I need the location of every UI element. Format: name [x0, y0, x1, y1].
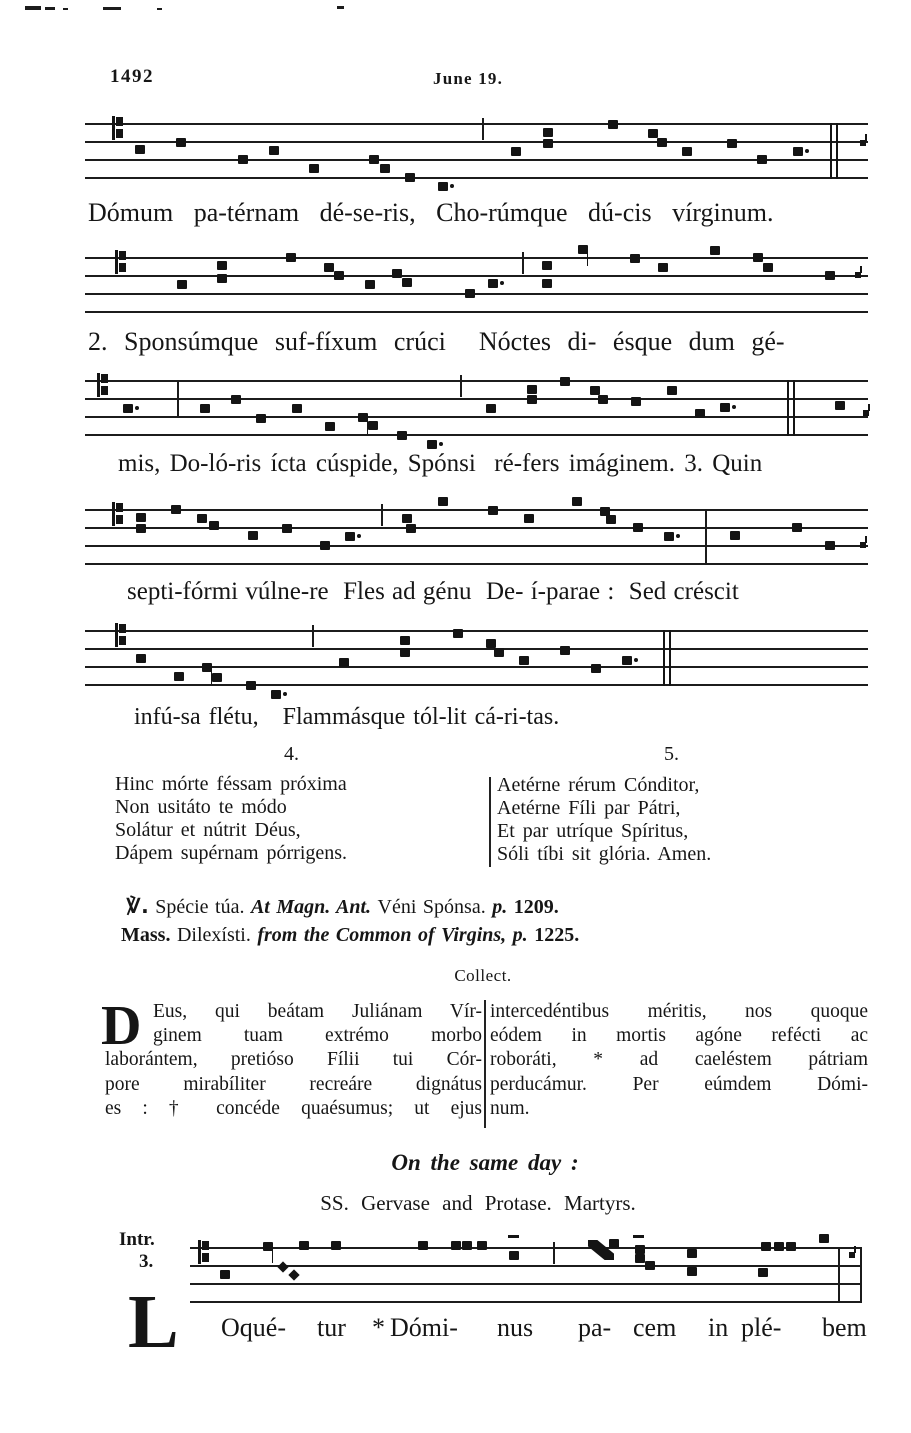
punctum-neume: [635, 1254, 645, 1263]
punctum-neume: [687, 1267, 697, 1276]
punctum-neume: [339, 658, 349, 667]
verse-4-number: 4.: [284, 743, 299, 765]
punctum-neume: [560, 646, 570, 655]
do-clef: [115, 623, 127, 647]
punctum-dot: [500, 281, 504, 285]
punctum-neume: [405, 173, 415, 182]
punctum-neume: [560, 377, 570, 386]
staff-line: [85, 398, 868, 400]
chant-staff-4: [85, 503, 868, 583]
punctum-neume: [135, 145, 145, 154]
punctum-neume: [633, 523, 643, 532]
virga-stem: [272, 1250, 274, 1263]
punctum-neume: [369, 155, 379, 164]
punctum-neume: [271, 690, 281, 699]
punctum-neume: [608, 120, 618, 129]
punctum-neume: [217, 261, 227, 270]
introit-lyric-word: in: [708, 1313, 729, 1342]
episema: [633, 1235, 644, 1238]
introit-lyric-line: [0, 1313, 911, 1347]
verse-line: Hinc mórte féssam próxima: [115, 773, 347, 795]
collect-line: intercedéntibus méritis, nos quoque: [490, 1001, 868, 1022]
punctum-neume: [658, 263, 668, 272]
punctum-neume: [212, 673, 222, 682]
punctum-neume: [392, 269, 402, 278]
double-bar: [663, 630, 671, 686]
punctum-neume: [631, 397, 641, 406]
punctum-neume: [136, 524, 146, 533]
punctum-neume: [177, 280, 187, 289]
custos-tail: [860, 266, 862, 273]
introit-lyric-word: nus: [497, 1313, 534, 1342]
punctum-neume: [825, 271, 835, 280]
page-reference: 1225.: [534, 924, 580, 946]
staff-line: [85, 563, 868, 565]
staff-line: [85, 684, 868, 686]
punctum-neume: [248, 531, 258, 540]
punctum-neume: [590, 386, 600, 395]
rubric-bold: Mass.: [121, 924, 177, 946]
introit-lyric-word: tur: [317, 1313, 346, 1342]
punctum-dot: [439, 442, 443, 446]
verse-line: Aetérne rérum Cónditor,: [497, 774, 700, 796]
introit-lyric-word: Dómi-: [390, 1313, 458, 1342]
episema: [508, 1235, 519, 1238]
running-head: June 19.: [433, 69, 504, 88]
verse-line: Sóli tíbi sit glória. Amen.: [497, 843, 712, 865]
introit-lyric-word: cem: [633, 1313, 677, 1342]
staff-line: [85, 177, 868, 179]
punctum-neume: [786, 1242, 796, 1251]
punctum-dot: [732, 405, 736, 409]
collect-heading: Collect.: [454, 966, 512, 985]
collect-line: Eus, qui beátam Juliánam Vír-: [153, 1001, 482, 1022]
custos-tail: [865, 134, 867, 141]
punctum-neume: [345, 532, 355, 541]
page-reference: 1209.: [513, 896, 559, 918]
collect-line: ginem tuam extrémo morbo: [153, 1025, 482, 1047]
punctum-neume: [543, 139, 553, 148]
punctum-neume: [572, 497, 582, 506]
chant-staff-3: [85, 374, 868, 454]
punctum-neume: [635, 1245, 645, 1254]
full-bar: [838, 1247, 840, 1303]
punctum-neume: [720, 403, 730, 412]
punctum-neume: [682, 147, 692, 156]
punctum-neume: [397, 431, 407, 440]
versicle-symbol: ℣.: [126, 894, 149, 918]
custos-tail: [865, 536, 867, 543]
punctum-neume: [324, 263, 334, 272]
punctum-neume: [622, 656, 632, 665]
rubric-italic: from the Common of Virgins, p.: [257, 924, 535, 946]
page-number: 1492: [110, 66, 154, 87]
punctum-neume: [299, 1241, 309, 1250]
collect-line: eódem in mortis agóne refécti ac: [490, 1025, 868, 1047]
custos-tail: [854, 1246, 856, 1253]
versicle-reference-line: [126, 894, 559, 919]
punctum-dot: [135, 406, 139, 410]
do-clef: [97, 373, 109, 397]
introit-lyric-word: pa-: [578, 1313, 612, 1342]
rubric-italic: p.: [492, 896, 514, 918]
punctum-neume: [402, 514, 412, 523]
staff-line: [85, 434, 868, 436]
rubric-italic: At Magn. Ant.: [250, 896, 378, 918]
staff-line: [85, 123, 868, 125]
rhombus-neume: [288, 1269, 299, 1280]
introit-lyric-word: bem: [822, 1313, 867, 1342]
punctum-neume: [406, 524, 416, 533]
punctum-neume: [200, 404, 210, 413]
punctum-neume: [630, 254, 640, 263]
scan-artifact: [63, 8, 68, 10]
introit-lyric-word: *: [372, 1313, 385, 1342]
verse-line: Non usitáto te módo: [115, 796, 287, 818]
punctum-neume: [519, 656, 529, 665]
punctum-neume: [543, 128, 553, 137]
punctum-neume: [174, 672, 184, 681]
chant-staff-2: [85, 251, 868, 331]
punctum-neume: [509, 1251, 519, 1260]
chant-staff-1: [85, 117, 868, 197]
punctum-neume: [648, 129, 658, 138]
staff-line: [85, 648, 868, 650]
double-bar: [830, 123, 838, 179]
quarter-bar: [312, 625, 314, 647]
rubric-text: Véni Spónsa.: [377, 896, 493, 918]
punctum-neume: [380, 164, 390, 173]
collect-left-column: [105, 1001, 482, 1122]
staff-line: [85, 416, 868, 418]
punctum-neume: [598, 395, 608, 404]
staff-line: [190, 1301, 862, 1303]
collect-line: perducámur. Per eúmdem Dómi-: [490, 1073, 868, 1095]
punctum-neume: [727, 139, 737, 148]
introit-lyric-word: plé-: [741, 1313, 782, 1342]
punctum-neume: [453, 629, 463, 638]
introit-drop-cap: L: [128, 1280, 179, 1364]
punctum-neume: [465, 289, 475, 298]
punctum-neume: [418, 1241, 428, 1250]
punctum-neume: [687, 1249, 697, 1258]
punctum-neume: [238, 155, 248, 164]
scan-artifact: [337, 6, 344, 9]
do-clef: [112, 116, 124, 140]
staff-line: [85, 257, 868, 259]
punctum-dot: [805, 149, 809, 153]
staff-line: [85, 509, 868, 511]
punctum-neume: [136, 654, 146, 663]
punctum-neume: [136, 513, 146, 522]
hymn-lyric-line-5: infú-sa flétu, Flammásque tól-lit cá-ri-tas.: [134, 704, 560, 730]
quarter-bar: [460, 375, 462, 397]
punctum-neume: [774, 1242, 784, 1251]
staff-line: [85, 380, 868, 382]
column-divider: [489, 777, 491, 867]
introit-lyric-word: Oqué-: [221, 1313, 286, 1342]
do-clef: [112, 502, 124, 526]
do-clef: [115, 250, 127, 274]
hymn-lyric-line-2: 2. Sponsúmque suf-fíxum crúci Nóctes di- ésque dum gé-: [88, 327, 785, 356]
quarter-bar: [522, 252, 524, 274]
punctum-neume: [542, 261, 552, 270]
punctum-neume: [527, 385, 537, 394]
staff-line: [190, 1283, 862, 1285]
punctum-neume: [488, 506, 498, 515]
punctum-dot: [634, 658, 638, 662]
collect-line: pore mirabíliter recreáre dignátus: [105, 1073, 482, 1095]
punctum-neume: [730, 531, 740, 540]
punctum-neume: [171, 505, 181, 514]
punctum-neume: [282, 524, 292, 533]
staff-line: [190, 1265, 862, 1267]
punctum-neume: [825, 541, 835, 550]
punctum-neume: [220, 1270, 230, 1279]
punctum-neume: [368, 421, 378, 430]
punctum-neume: [486, 639, 496, 648]
punctum-neume: [320, 541, 330, 550]
rubric-text: Spécie túa.: [148, 896, 251, 918]
punctum-neume: [710, 246, 720, 255]
staff-line: [85, 527, 868, 529]
punctum-neume: [269, 146, 279, 155]
punctum-neume: [123, 404, 133, 413]
punctum-neume: [645, 1261, 655, 1270]
punctum-neume: [793, 147, 803, 156]
double-bar: [787, 380, 795, 436]
punctum-neume: [761, 1242, 771, 1251]
feast-title: SS. Gervase and Protase. Martyrs.: [320, 1191, 636, 1215]
punctum-neume: [667, 386, 677, 395]
punctum-dot: [357, 534, 361, 538]
verse-5-number: 5.: [664, 743, 679, 765]
punctum-neume: [427, 440, 437, 449]
verse-line: Solátur et nútrit Déus,: [115, 819, 301, 841]
staff-line: [85, 311, 868, 313]
staff-line: [85, 630, 868, 632]
collect-drop-cap: D: [101, 995, 142, 1057]
do-clef: [198, 1240, 210, 1264]
punctum-neume: [591, 664, 601, 673]
full-bar: [705, 509, 707, 565]
punctum-neume: [309, 164, 319, 173]
punctum-neume: [763, 263, 773, 272]
punctum-neume: [246, 681, 256, 690]
punctum-neume: [176, 138, 186, 147]
half-bar: [177, 381, 179, 418]
punctum-neume: [402, 278, 412, 287]
punctum-dot: [450, 184, 454, 188]
quarter-bar: [482, 118, 484, 140]
virga-stem: [587, 253, 589, 266]
punctum-neume: [292, 404, 302, 413]
punctum-neume: [197, 514, 207, 523]
column-divider: [484, 1000, 486, 1128]
punctum-neume: [606, 515, 616, 524]
staff-line: [85, 293, 868, 295]
punctum-neume: [657, 138, 667, 147]
punctum-neume: [527, 395, 537, 404]
punctum-neume: [209, 521, 219, 530]
punctum-neume: [486, 404, 496, 413]
mode-number: 3.: [139, 1251, 154, 1272]
punctum-neume: [400, 636, 410, 645]
punctum-neume: [757, 155, 767, 164]
punctum-neume: [286, 253, 296, 262]
punctum-neume: [462, 1241, 472, 1250]
custos-tail: [868, 404, 870, 411]
rhombus-neume: [277, 1261, 288, 1272]
verse-4-text: [115, 773, 347, 865]
punctum-neume: [256, 414, 266, 423]
staff-line: [85, 141, 868, 143]
quarter-bar: [553, 1242, 555, 1264]
punctum-neume: [609, 1239, 619, 1248]
hymn-lyric-line-3: mis, Do-ló-ris ícta cúspide, Spónsi ré-fers imáginem. 3. Quin: [118, 450, 763, 477]
punctum-neume: [695, 409, 705, 418]
punctum-dot: [676, 534, 680, 538]
punctum-neume: [334, 271, 344, 280]
punctum-neume: [331, 1241, 341, 1250]
quarter-bar: [381, 504, 383, 526]
punctum-neume: [494, 648, 504, 657]
punctum-neume: [819, 1234, 829, 1243]
chant-staff-5: [85, 624, 868, 704]
hymn-lyric-line-1: Dómum pa-térnam dé-se-ris, Cho-rúmque dú-cis vírginum.: [88, 198, 774, 227]
mass-reference-line: [121, 924, 579, 947]
punctum-neume: [664, 532, 674, 541]
staff-line: [85, 275, 868, 277]
verse-5-text: [497, 774, 711, 866]
punctum-neume: [542, 279, 552, 288]
verse-line: Dápem supérnam pórrigens.: [115, 842, 348, 864]
scan-artifact: [157, 8, 162, 10]
staff-line: [85, 159, 868, 161]
rubric-text: Dilexísti.: [176, 924, 258, 946]
punctum-neume: [477, 1241, 487, 1250]
punctum-neume: [231, 395, 241, 404]
punctum-neume: [835, 401, 845, 410]
punctum-neume: [217, 274, 227, 283]
collect-line: roboráti, * ad caeléstem pátriam: [490, 1049, 868, 1071]
verse-line: Aetérne Fíli par Pátri,: [497, 797, 681, 819]
collect-line: es : † concéde quaésumus; ut ejus: [105, 1097, 482, 1119]
punctum-dot: [283, 692, 287, 696]
scan-artifact: [25, 6, 41, 10]
punctum-neume: [792, 523, 802, 532]
hymn-lyric-line-4: septi-fórmi vúlne-re Fles ad génu De- í-parae : Sed créscit: [127, 578, 739, 605]
collect-right-column: [490, 1001, 868, 1122]
introit-label: Intr.: [119, 1229, 155, 1250]
collect-line: num.: [490, 1097, 530, 1119]
punctum-neume: [758, 1268, 768, 1277]
punctum-neume: [488, 279, 498, 288]
punctum-neume: [524, 514, 534, 523]
collect-line: laborántem, pretióso Fílii tui Cór-: [105, 1049, 482, 1071]
punctum-neume: [451, 1241, 461, 1250]
punctum-neume: [400, 648, 410, 657]
punctum-neume: [511, 147, 521, 156]
punctum-neume: [438, 497, 448, 506]
scan-artifact: [103, 7, 121, 10]
same-day-rubric: On the same day :: [391, 1150, 579, 1175]
punctum-neume: [753, 253, 763, 262]
full-bar: [860, 1247, 862, 1303]
verse-line: Et par utríque Spíritus,: [497, 820, 689, 842]
punctum-neume: [365, 280, 375, 289]
punctum-neume: [438, 182, 448, 191]
punctum-neume: [325, 422, 335, 431]
staff-line: [85, 545, 868, 547]
scan-artifact: [45, 7, 55, 10]
chant-staff-6: [190, 1241, 862, 1321]
